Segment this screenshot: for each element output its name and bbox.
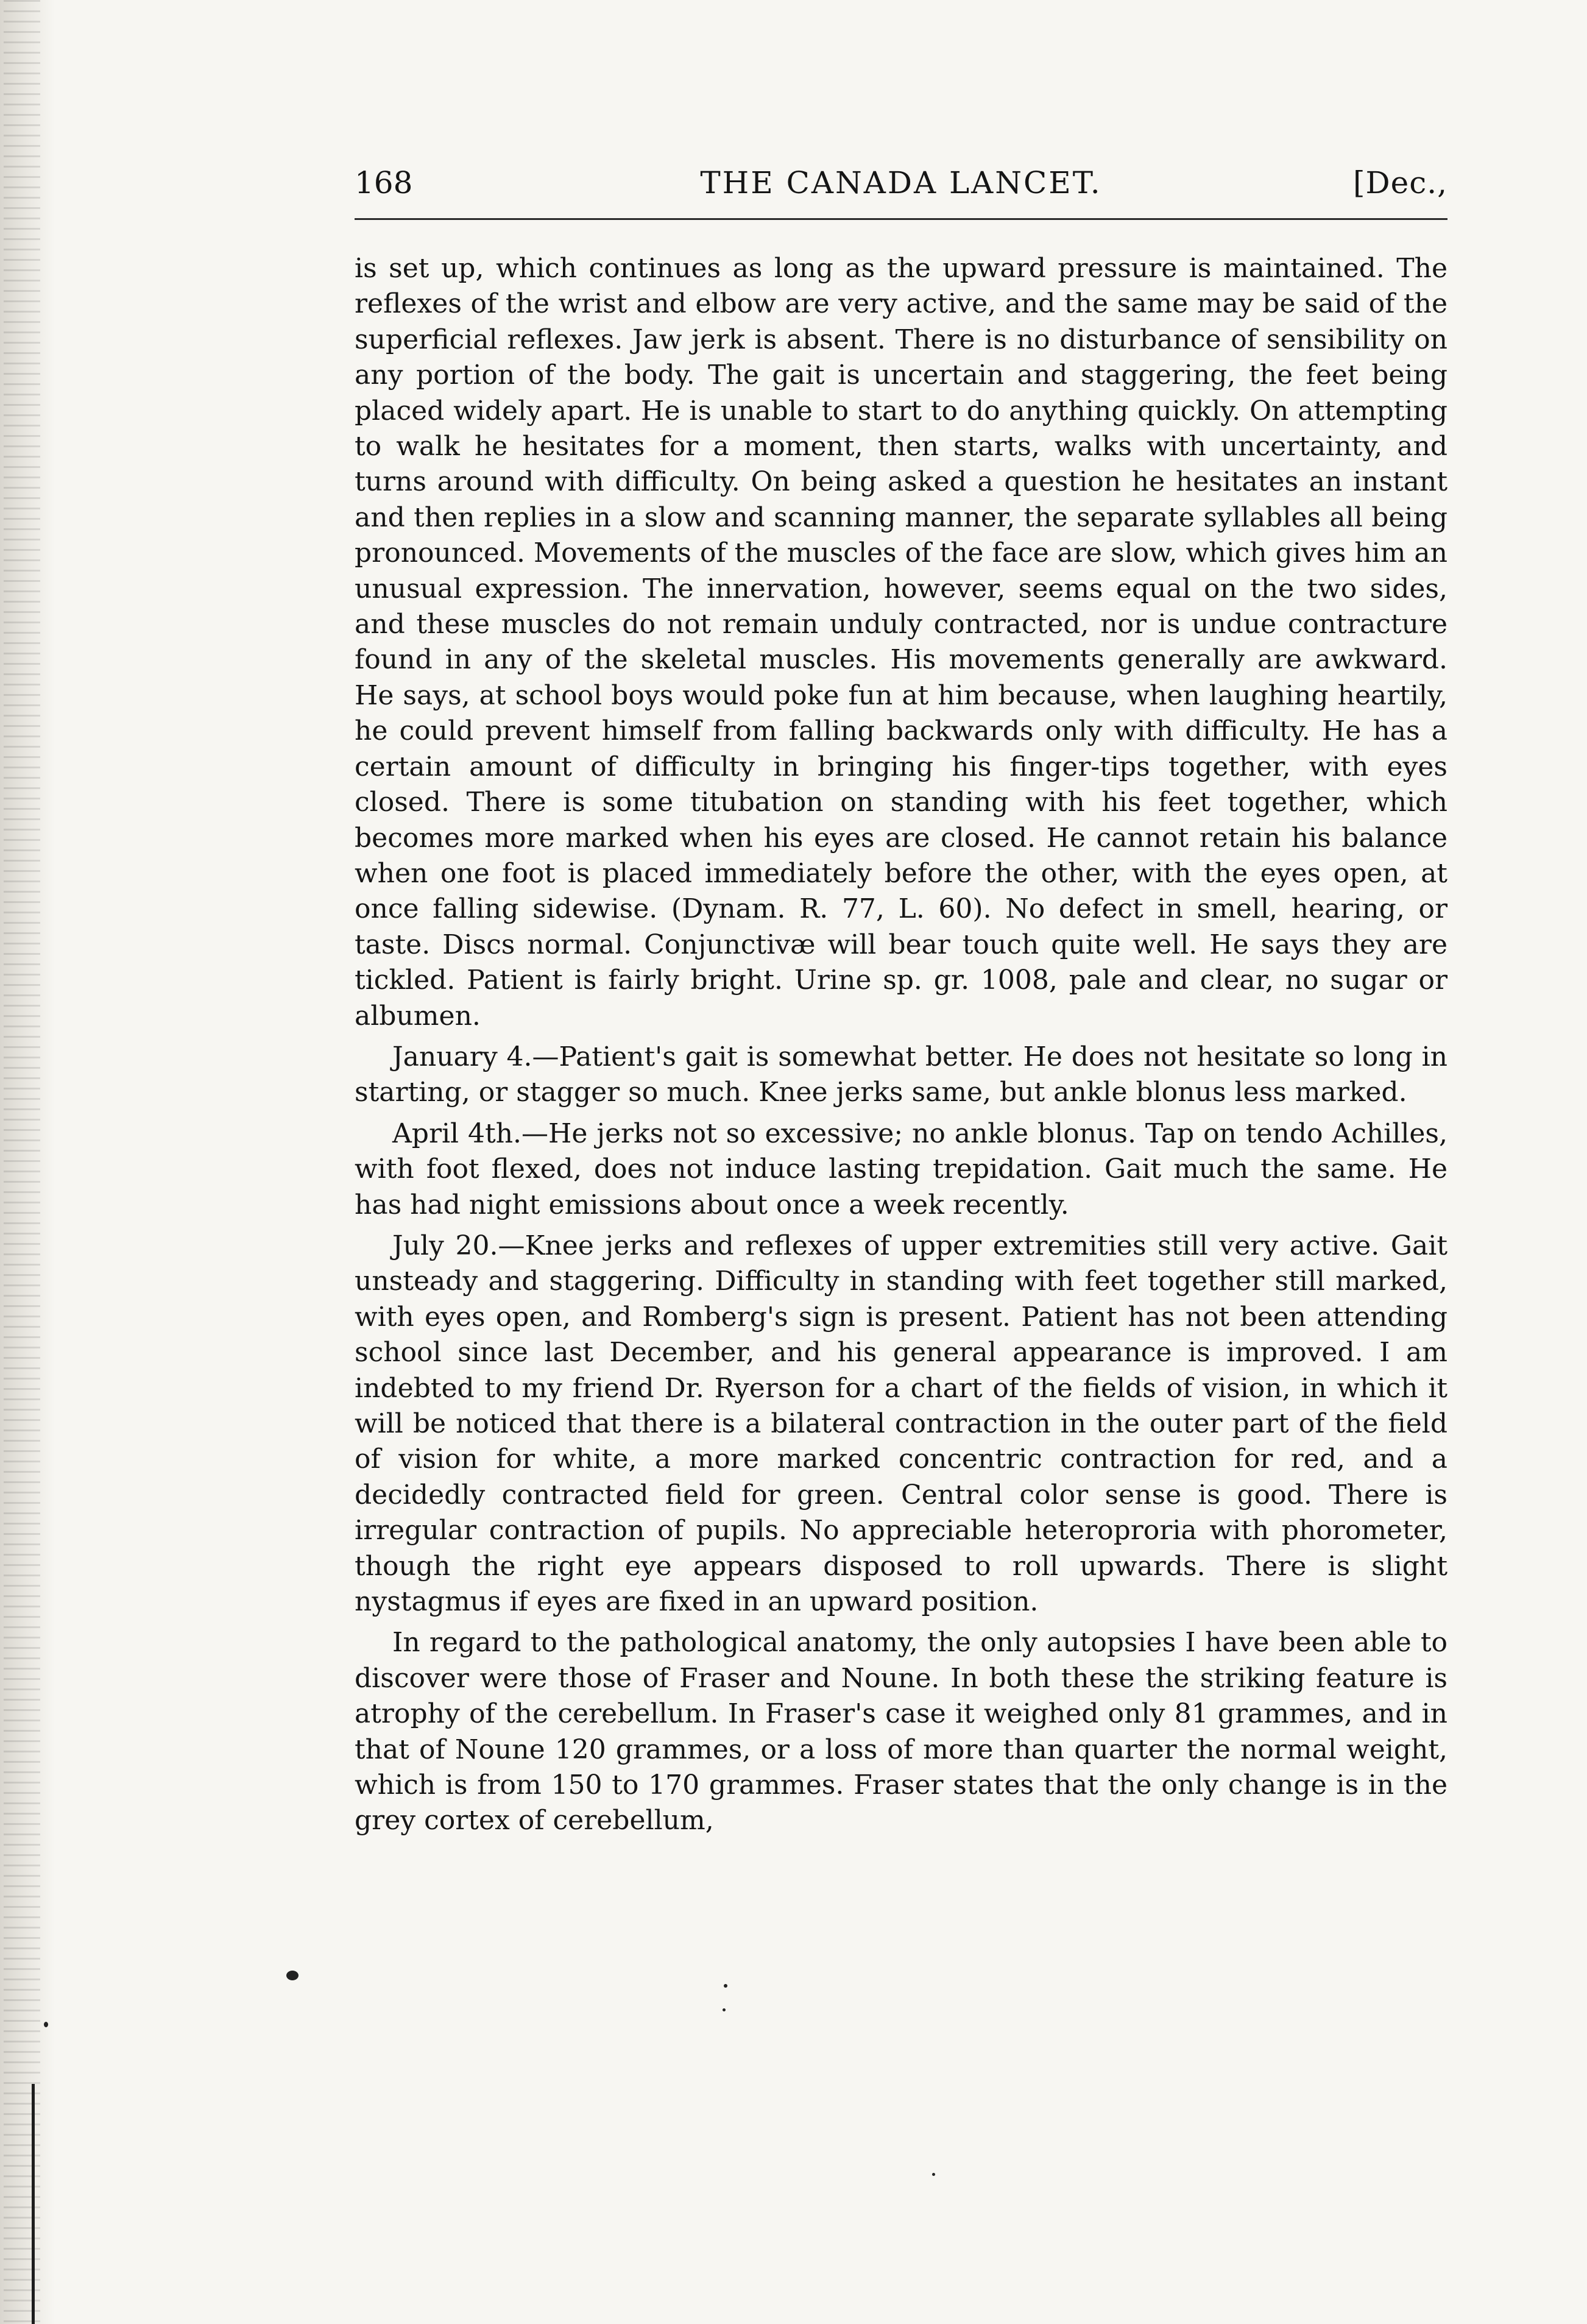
running-header	[355, 163, 1447, 202]
paragraph-january-4: January 4.—Patient's gait is somewhat better. He does not hesitate so long in starting, or stagger so much. Knee jerks same, but ankle blonus less marked.	[355, 1041, 1447, 1108]
header-date: [Dec.,	[1353, 165, 1447, 200]
page-number: 168	[355, 165, 413, 200]
binding-rule	[32, 2084, 35, 2324]
stray-dot-mark	[723, 2008, 726, 2011]
article-body	[355, 251, 1447, 1839]
paragraph-april-4th: April 4th.—He jerks not so excessive; no ankle blonus. Tap on tendo Achilles, with foot flexed, does not induce lasting trepidation. Gait much the same. He has had night emissions about once a week recently.	[355, 1118, 1447, 1220]
stray-dot-mark	[932, 2173, 935, 2176]
ink-blot-mark	[286, 1971, 299, 1980]
paragraph-july-20: July 20.—Knee jerks and reflexes of upper extremities still very active. Gait unsteady and staggering. Difficulty in standing with feet together still marked, with eyes open, and Romberg's sign is present. Patient has not been attending school since last December, and his general appearance is improved. I am indebted to my friend Dr. Ryerson for a chart of the fields of vision, in which it will be noticed that there is a bilateral contraction in the outer part of the field of vision for white, a more marked concentric contraction for red, and a decidedly contracted field for green. Central color sense is good. There is irregular contraction of pupils. No appreciable heteroproria with phorometer, though the right eye appears disposed to roll upwards. There is slight nystagmus if eyes are fixed in an upward position.	[355, 1230, 1447, 1618]
header-rule	[355, 218, 1447, 220]
stray-dot-mark	[44, 2022, 48, 2027]
running-title: THE CANADA LANCET.	[700, 165, 1102, 200]
paragraph-continued: is set up, which continues as long as the upward pressure is maintained. The reflexes of the wrist and elbow are very active, and the same may be said of the superficial reflexes. Jaw jerk is absent. There is no disturbance of sensibility on any portion of the body. The gait is uncertain and staggering, the feet being placed widely apart. He is unable to start to do anything quickly. On attempting to walk he hesitates for a moment, then starts, walks with uncertainty, and turns around with difficulty. On being asked a question he hesitates an instant and then replies in a slow and scanning manner, the separate syllables all being pronounced. Movements of the muscles of the face are slow, which gives him an unusual expression. The innervation, however, seems equal on the two sides, and these muscles do not remain unduly contracted, nor is undue contracture found in any of the skeletal muscles. His movements generally are awkward. He says, at school boys would poke fun at him because, when laughing heartily, he could prevent himself from falling backwards only with difficulty. He has a certain amount of difficulty in bringing his finger-tips together, with eyes closed. There is some titubation on standing with his feet together, which becomes more marked when his eyes are closed. He cannot retain his balance when one foot is placed immediately before the other, with the eyes open, at once falling sidewise. (Dynam. R. 77, L. 60). No defect in smell, hearing, or taste. Discs normal. Conjunctivæ will bear touch quite well. He says they are tickled. Patient is fairly bright. Urine sp. gr. 1008, pale and clear, no sugar or albumen.	[355, 253, 1447, 1032]
binding-speckle	[4, 0, 40, 2324]
stray-dot-mark	[724, 1984, 727, 1988]
paragraph-pathological-anatomy: In regard to the pathological anatomy, the only autopsies I have been able to discover were those of Fraser and Noune. In both these the striking feature is atrophy of the cerebellum. In Fraser's case it weighed only 81 grammes, and in that of Noune 120 grammes, or a loss of more than quarter the normal weight, which is from 150 to 170 grammes. Fraser states that the only change is in the grey cortex of cerebellum,	[355, 1627, 1447, 1837]
